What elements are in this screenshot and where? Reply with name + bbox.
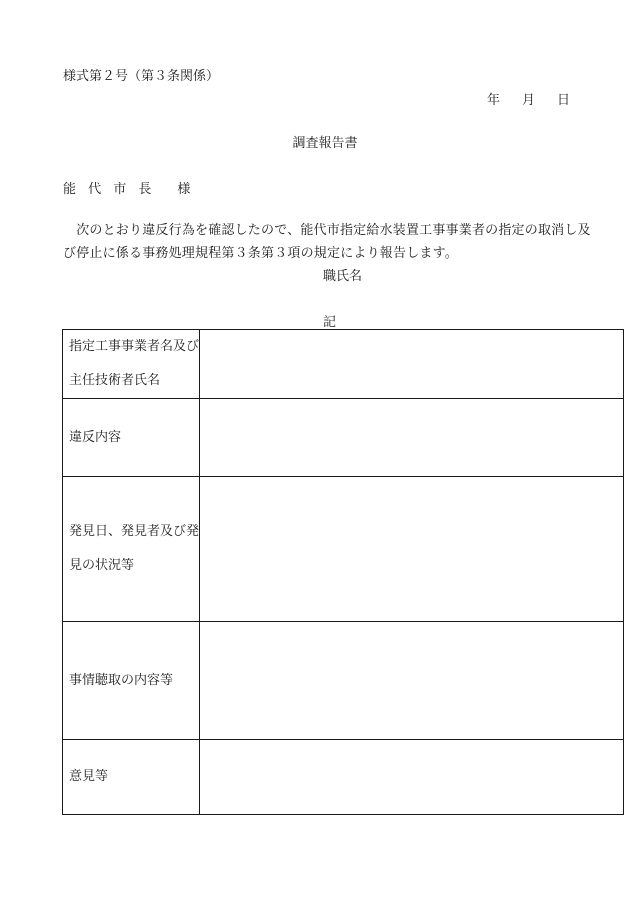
row-label-discovery: 発見日、発見者及び発見の状況等 [63,477,200,622]
date-year: 年 [487,93,501,108]
addressee-name: 能 代 市 長 [63,182,156,197]
form-number: 様式第２号（第３条関係） [63,69,220,84]
table-row [63,399,624,477]
document-title: 調査報告書 [292,136,358,151]
row-label-contractor: 指定工事事業者名及び主任技術者氏名 [63,330,200,399]
table-row [63,740,624,815]
body-paragraph: 次のとおり違反行為を確認したので、能代市指定給水装置工事事業者の指定の取消し及び停止に係る事務処理規程第３条第３項の規定により報告します。 [63,223,591,261]
table-row [63,477,624,622]
row-value-opinion[interactable] [200,740,624,815]
table-row [63,330,624,399]
date-line [487,89,570,108]
date-day: 日 [557,93,571,108]
row-label-violation: 違反内容 [63,399,200,477]
addressee [63,178,194,197]
row-label-hearing: 事情聴取の内容等 [63,622,200,740]
row-value-violation[interactable] [200,399,624,477]
row-value-discovery[interactable] [200,477,624,622]
ki-heading: 記 [323,315,337,330]
date-month: 月 [522,93,536,108]
reporter-label: 職氏名 [323,269,363,284]
report-table [62,329,624,815]
table-row [63,622,624,740]
row-value-contractor[interactable] [200,330,624,399]
row-value-hearing[interactable] [200,622,624,740]
body-text [63,219,593,265]
row-label-opinion: 意見等 [63,740,200,815]
addressee-honorific: 様 [177,182,195,197]
